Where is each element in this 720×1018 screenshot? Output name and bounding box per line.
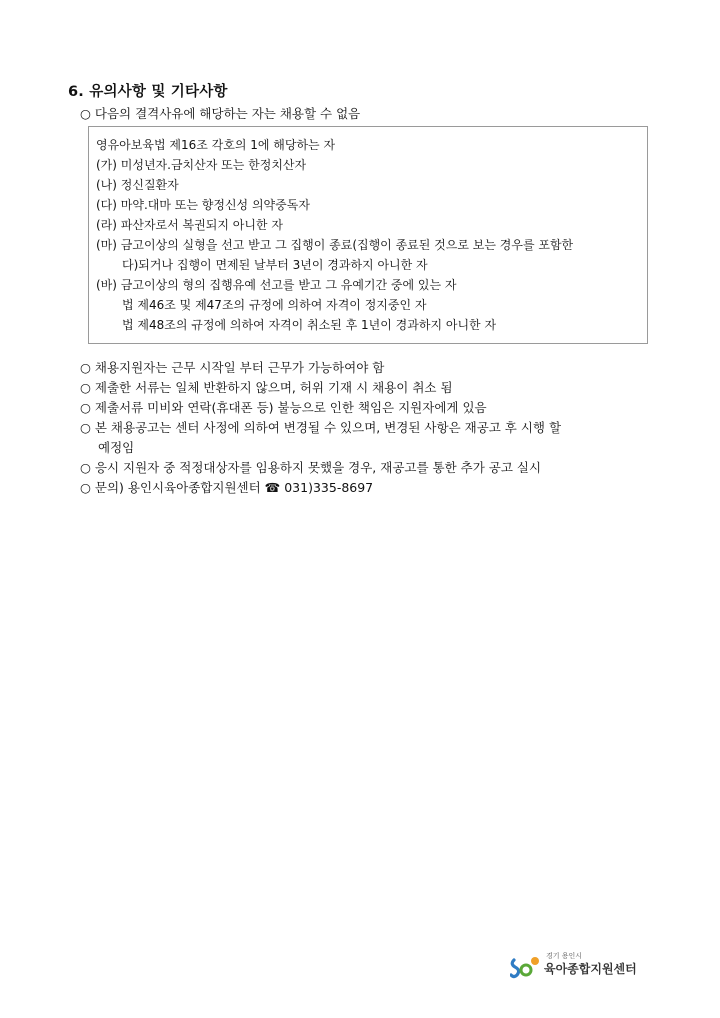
box-line-ma-cont: 다)되거나 집행이 면제된 날부터 3년이 경과하지 아니한 자 [122, 258, 428, 272]
box-line-ra: (라) 파산자로서 복권되지 아니한 자 [96, 218, 283, 232]
box-line-law: 영유아보육법 제16조 각호의 1에 해당하는 자 [96, 138, 336, 152]
note-documents: ○ 제출한 서류는 일체 반환하지 않으며, 허위 기재 시 채용이 취소 됨 [80, 380, 453, 395]
note-reannounce: ○ 응시 지원자 중 적정대상자를 임용하지 못했을 경우, 재공고를 통한 추가 공고 실시 [80, 460, 542, 475]
logo-title: 육아종합지원센터 [544, 962, 637, 976]
note-change: ○ 본 채용공고는 센터 사정에 의하여 변경될 수 있으며, 변경된 사항은 재공고 후 시행 할 [80, 420, 562, 435]
box-line-da: (다) 마약.대마 또는 향정신성 의약중독자 [96, 198, 310, 212]
section-title: 6. 유의사항 및 기타사항 [68, 84, 228, 100]
note-contact: ○ 문의) 용인시육아종합지원센터 ☎ 031)335-8697 [80, 480, 374, 495]
disqualification-intro: ○ 다음의 결격사유에 해당하는 자는 채용할 수 없음 [80, 106, 361, 121]
note-start-date: ○ 채용지원자는 근무 시작일 부터 근무가 가능하여야 함 [80, 360, 385, 375]
box-line-ma: (마) 금고이상의 실형을 선고 받고 그 집행이 종료(집행이 종료된 것으로 보는 경우를 포함한 [96, 238, 574, 252]
box-line-ba: (바) 금고이상의 형의 집행유예 선고를 받고 그 유예기간 중에 있는 자 [96, 278, 457, 292]
logo-subtitle: 경기 용인시 [546, 952, 583, 960]
box-line-law46: 법 제46조 및 제47조의 규정에 의하여 자격이 정지중인 자 [122, 298, 427, 312]
box-line-ga: (가) 미성년자.금치산자 또는 한정치산자 [96, 158, 307, 172]
box-line-law48: 법 제48조의 규정에 의하여 자격이 취소된 후 1년이 경과하지 아니한 자 [122, 318, 497, 332]
note-responsibility: ○ 제출서류 미비와 연락(휴대폰 등) 불능으로 인한 책임은 지원자에게 있음 [80, 400, 487, 415]
box-line-na: (나) 정신질환자 [96, 178, 179, 192]
note-change-cont: 예정임 [98, 440, 135, 455]
